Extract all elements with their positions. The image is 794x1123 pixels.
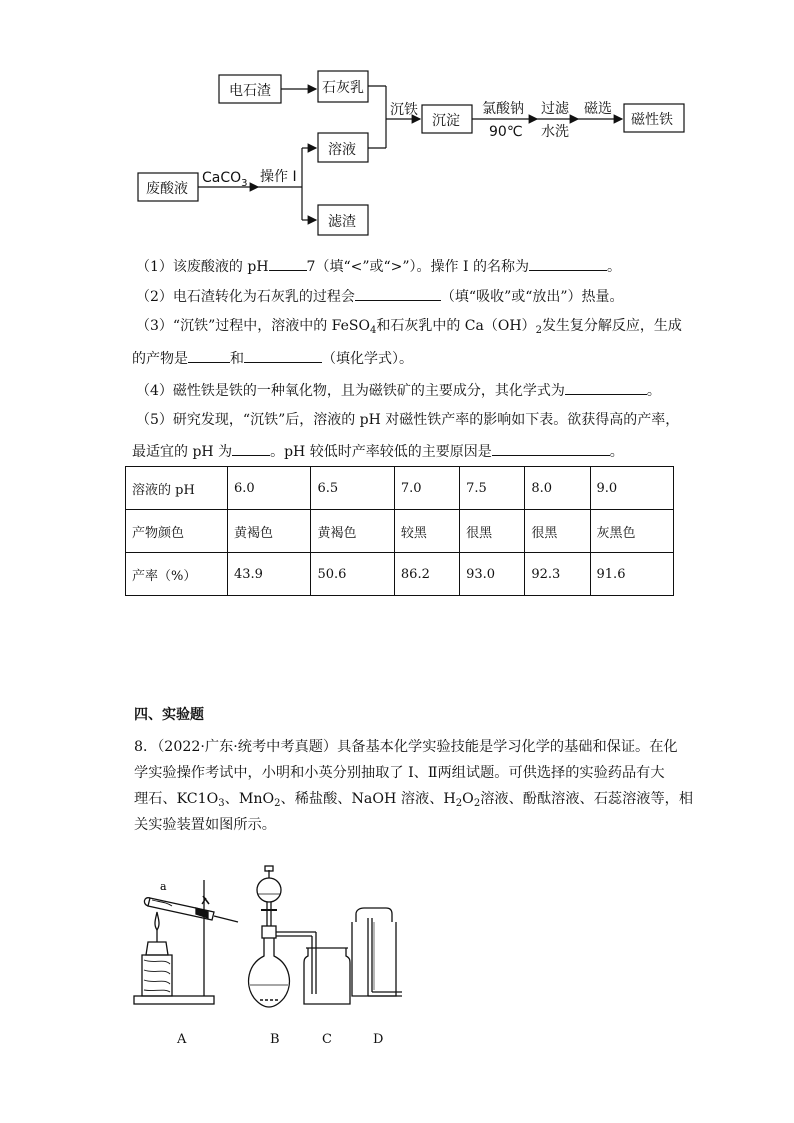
process-flowchart xyxy=(0,0,794,245)
table-row xyxy=(126,510,674,553)
table-row xyxy=(126,467,674,510)
table-cell: 产物颜色 xyxy=(126,510,228,553)
flame xyxy=(155,912,159,930)
answer-blank[interactable] xyxy=(188,347,230,363)
label-apparatus-d: D xyxy=(373,1032,384,1047)
answer-blank[interactable] xyxy=(565,379,647,395)
label-caco3: CaCO$_3$ xyxy=(202,170,248,189)
table-cell: 黄褐色 xyxy=(311,510,394,553)
table-cell: 产率（%） xyxy=(126,553,228,596)
answer-blank[interactable] xyxy=(232,440,270,456)
label-calcium-carbide-slag: 电石渣 xyxy=(229,83,271,99)
question-4: （4）磁性铁是铁的一种氧化物，且为磁铁矿的主要成分，其化学式为 。 xyxy=(136,379,661,401)
stopper xyxy=(262,926,276,938)
table-cell: 86.2 xyxy=(394,553,459,596)
table-cell: 6.0 xyxy=(228,467,311,510)
gas-bottle-c xyxy=(304,948,350,1004)
table-cell: 92.3 xyxy=(525,553,590,596)
separatory-funnel xyxy=(257,878,281,902)
label-filtration: 过滤 xyxy=(541,101,569,117)
label-iron-precipitation: 沉铁 xyxy=(390,102,418,118)
answer-blank[interactable] xyxy=(492,440,610,456)
table-cell: 溶液的 pH xyxy=(126,467,228,510)
table-cell: 91.6 xyxy=(590,553,673,596)
flask xyxy=(249,938,290,1007)
label-solution: 溶液 xyxy=(328,142,356,158)
table-cell: 7.0 xyxy=(394,467,459,510)
question-5: （5）研究发现，“沉铁”后，溶液的 pH 对磁性铁产率的影响如下表。欲获得高的产率， xyxy=(136,412,680,428)
label-sodium-chlorate: 氯酸钠 xyxy=(482,101,524,117)
label-waste-acid: 废酸液 xyxy=(146,181,188,197)
table-cell: 黄褐色 xyxy=(228,510,311,553)
label-apparatus-c: C xyxy=(322,1032,332,1047)
table-cell: 9.0 xyxy=(590,467,673,510)
table-cell: 93.0 xyxy=(460,553,525,596)
question-2: （2）电石渣转化为石灰乳的过程会 （填“吸收”或“放出”）热量。 xyxy=(136,285,624,307)
lab-apparatus-figure xyxy=(120,860,420,1060)
label-apparatus-a: A xyxy=(177,1032,187,1047)
answer-blank[interactable] xyxy=(355,285,441,301)
table-cell: 很黑 xyxy=(460,510,525,553)
tube-label-a: a xyxy=(160,880,167,893)
label-precipitate: 沉淀 xyxy=(432,113,460,129)
table-cell: 很黑 xyxy=(525,510,590,553)
stand-base xyxy=(134,996,214,1004)
delivery-tube xyxy=(214,916,238,922)
table-cell: 较黑 xyxy=(394,510,459,553)
question-3: （3）“沉铁”过程中，溶液中的 FeSO$_4$和石灰乳中的 $Ca(OH)_2$发生复分解反应，生成 xyxy=(136,318,682,336)
answer-blank[interactable] xyxy=(244,347,322,363)
label-water-wash: 水洗 xyxy=(541,124,569,140)
table-cell: 6.5 xyxy=(311,467,394,510)
question-5-line-2: 最适宜的 pH 为 。pH 较低时产率较低的主要原因是 。 xyxy=(132,440,624,462)
table-cell: 灰黑色 xyxy=(590,510,673,553)
label-apparatus-b: B xyxy=(270,1032,280,1047)
table-cell: 43.9 xyxy=(228,553,311,596)
label-filter-residue: 滤渣 xyxy=(328,214,356,230)
question-3-line-2: 的产物是 和 （填化学式）。 xyxy=(132,347,413,369)
alcohol-lamp xyxy=(146,942,168,955)
section-title: 四、实验题 xyxy=(134,707,204,723)
label-temperature: 90℃ xyxy=(489,124,523,140)
ph-yield-table xyxy=(125,466,674,596)
question-1: （1）该废酸液的 pH 7（填“<”或“>”）。操作 I 的名称为 。 xyxy=(136,255,621,277)
table-cell: 7.5 xyxy=(460,467,525,510)
question-8: 8．（2022·广东·统考中考真题）具备基本化学实验技能是学习化学的基础和保证。在化 学实验操作考试中，小明和小英分别抽取了 I、Ⅱ两组试题。可供选择的实验药品有大 理石、$KC1O_3$、MnO$_2$、稀盐酸、NaOH 溶液、$H_2O_2$溶液、酚酞溶液、石蕊溶液等，相 关实验装置如图所示。 xyxy=(134,739,694,833)
table-cell: 50.6 xyxy=(311,553,394,596)
label-magnetic-separation: 磁选 xyxy=(584,101,612,117)
label-lime-milk: 石灰乳 xyxy=(322,80,364,96)
answer-blank[interactable] xyxy=(269,255,307,271)
answer-blank[interactable] xyxy=(529,255,607,271)
label-operation-i: 操作 I xyxy=(260,169,297,185)
label-magnetic-iron: 磁性铁 xyxy=(631,112,673,128)
table-cell: 8.0 xyxy=(525,467,590,510)
table-row xyxy=(126,553,674,596)
